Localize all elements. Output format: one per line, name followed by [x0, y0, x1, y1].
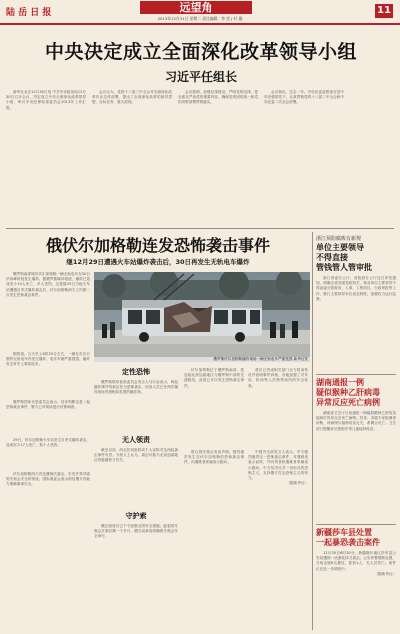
story2-paragraph: 俄罗斯国家反恐委员会表示，初步判断这是一起恐怖袭击事件，警方已对现场进行封锁调查。 [6, 400, 90, 410]
story2-right-column [184, 450, 244, 628]
story2-left-column [6, 352, 90, 398]
sidebar-headline: 一起暴恐袭击案件 [316, 538, 380, 547]
sidebar-body [316, 411, 396, 515]
sidebar-paragraph: 12月30日6时30分，新疆喀什地区莎车县公安局遭到一伙暴徒持刀袭击。公安民警果断处置，当场击毙8名暴徒，抓获1人，无人员伤亡。案件正在进一步调查中。 [316, 551, 396, 571]
story2-byline: （据新华社） [286, 481, 308, 486]
sidebar-kicker: 浙江预防腐败有新规 [316, 236, 362, 242]
lead-paragraph: 会议强调，加强纪律建设，严明党的纪律，是全面从严治党的重要内容，确保党的团结统一和党的决策部署贯彻落实。 [178, 90, 258, 105]
page-number-box [375, 4, 393, 18]
sidebar-headline: 单位主要领导 [316, 243, 364, 252]
lead-column-1 [6, 90, 86, 224]
masthead [0, 0, 400, 24]
story2-section-body [94, 380, 178, 432]
story2-intro [6, 272, 90, 348]
lead-paragraph: 新华社北京12月30日电 中共中央政治局12月30日召开会议，决定成立中央全面深化改革领导小组，审议中央纪律检查委员会2013年工作汇报。 [6, 90, 86, 110]
sidebar-headline: 新疆莎车县处置 [316, 528, 372, 537]
paper-logo: 陆 岳 日 报 [6, 8, 52, 18]
story2-subhead: 继12月29日遭遇火车站爆炸袭击后，30日再发生无轨电车爆炸 [66, 258, 250, 266]
story2-right-column [248, 450, 308, 628]
story2-right-column [248, 368, 308, 446]
sidebar-paragraph: 浙江省委办公厅、省政府办公厅近日印发通知，明确全省各级党政机关、事业单位主要领导不得直接分管财务、人事、工程项目、行政审批等工作，推行主要领导末位表态制度，加强权力运行监督。 [316, 276, 396, 301]
lead-divider [6, 228, 394, 229]
sidebar-story-3 [316, 528, 396, 615]
lead-paragraph: 会议指出，过去一年，中央纪委监察部在党中央坚强领导下，认真贯彻党的十八届二中全会和中央纪委二次全会部署。 [264, 90, 344, 105]
lead-paragraph: 会议认为，党的十八届三中全会对全面深化改革作出总体部署，提出了全面深化改革的指导思想、目标任务、重大原则。 [92, 90, 172, 105]
story2-paragraph: 联合国安理会发表声明，强烈谴责发生在伏尔加格勒的恐怖袭击事件，向遇难者家属表示慰问。 [184, 450, 244, 465]
section-head: 守护索 [125, 512, 147, 520]
sidebar-headline: 异常反应死亡病例 [316, 398, 380, 407]
story2-paragraph: 伏尔加格勒两天内连遭两次袭击，引发外界对索契冬奥会安全的担忧。国际奥委会表示相信俄方有能力保障赛事安全。 [6, 472, 90, 487]
story2-paragraph: 据报道，当天早上8时25分左右，一辆在市区行驶的无轨电车内发生爆炸，电车车厢严重损毁。爆炸发生时车上乘客较多。 [6, 352, 90, 367]
photo-caption: 俄罗斯伏尔加格勒爆炸现场一辆无轨电车严重受损 新华社发 [94, 357, 310, 362]
masthead-rule [0, 23, 400, 25]
sidebar-separator [316, 374, 396, 375]
sidebar-headline: 不得直接 [316, 253, 348, 262]
sidebar-separator [316, 524, 396, 525]
lead-headline: 中央决定成立全面深化改革领导小组 [44, 41, 357, 63]
lead-column-4 [264, 90, 344, 224]
story2-section-body [94, 524, 178, 628]
sidebar-paragraph: 湖南省卫生厅日前通报一例疑似猴种乙肝疫苗接种后异常反应死亡病例。经省、市级专家组调查诊断，该病例与接种疫苗无关，系偶合死亡。卫生部门提醒家长按程序带儿童接种疫苗。 [316, 411, 396, 431]
lead-column-3 [178, 90, 258, 224]
sidebar-story-1 [316, 236, 396, 356]
bus-wreck-photo [94, 272, 310, 362]
page-number: 11 [377, 5, 391, 16]
lead-subhead: 习近平任组长 [164, 70, 237, 84]
story2-paragraph: 俄罗斯联邦侦查委员会发言人马尔金表示，两起爆炸事件均被定性为恐怖袭击，侦查人员已在两次爆炸现场发现相同类型的爆炸物。 [94, 380, 178, 395]
story2-paragraph: 普京已责成相关部门全力救治伤员并查明事件真相，各地加强了对车站、机场等人员密集场所的安全检查。 [248, 368, 308, 388]
sidebar-headline: 管钱管人管审批 [316, 263, 372, 272]
story2-left-column [6, 472, 90, 628]
story2-paragraph: 伏尔加格勒位于俄罗斯南部，是连接北高加索地区与俄罗斯中部的交通枢纽，此前已多次发生恐怖袭击事件。 [184, 368, 244, 388]
story2-section-body [94, 448, 178, 508]
sidebar-story-2 [316, 378, 396, 515]
sidebar-headline: 疑似猴种乙肝病毒 [316, 388, 380, 397]
story2-right-column [184, 368, 244, 446]
story2-paragraph: 29日，伏尔加格勒火车站发生自杀式爆炸袭击，造成至少17人死亡、数十人受伤。 [6, 438, 90, 448]
story2-left-column [6, 400, 90, 436]
news-photo [94, 272, 310, 362]
section-head: 定性恐怖 [122, 368, 150, 376]
story2-paragraph: 中国外交部发言人表示，中方强烈谴责这一恐怖袭击事件，对遇难者表示哀悼，并向伤者和遇难者家属表示慰问。中方坚决反对一切形式的恐怖主义，支持俄方打击恐怖主义的努力。 [248, 450, 308, 481]
lead-column-2 [92, 90, 172, 224]
sidebar-byline: （据新华社） [374, 571, 396, 576]
sidebar-body [316, 551, 396, 615]
issue-meta: 2013年12月31日 星期二 责任编辑：李 彦 | 叶 璇 [157, 16, 243, 21]
section-banner [140, 1, 252, 14]
sidebar-body [316, 276, 396, 356]
story2-paragraph: 俄总统普京已下令加强全国安全措施。距索契冬奥会开幕仅剩一个多月，俄当局承诺将确保冬奥会安全举行。 [94, 524, 178, 539]
sidebar-headline: 湖南通报一例 [316, 378, 364, 387]
story2-headline: 俄伏尔加格勒连发恐怖袭击事件 [45, 236, 270, 255]
story2-paragraph: 截至目前，尚无任何组织或个人宣称对这两起袭击事件负责。分析人士认为，袭击可能与北高加索地区的极端势力有关。 [94, 448, 178, 463]
section-head: 无人领责 [122, 436, 150, 444]
section-title: 远望角 [179, 1, 213, 14]
sidebar-divider [312, 232, 313, 630]
story2-intro-paragraph: 俄罗斯南部城市伏尔加格勒一辆无轨电车在30日早高峰时段发生爆炸。据俄罗斯媒体报道，爆炸已造成至少14人死亡、多人受伤。这是继29日当地火车站遭遇自杀式爆炸袭击后，伏尔加格勒两天之内第二次发生恐怖袭击事件。 [6, 272, 90, 297]
story2-left-column [6, 438, 90, 468]
